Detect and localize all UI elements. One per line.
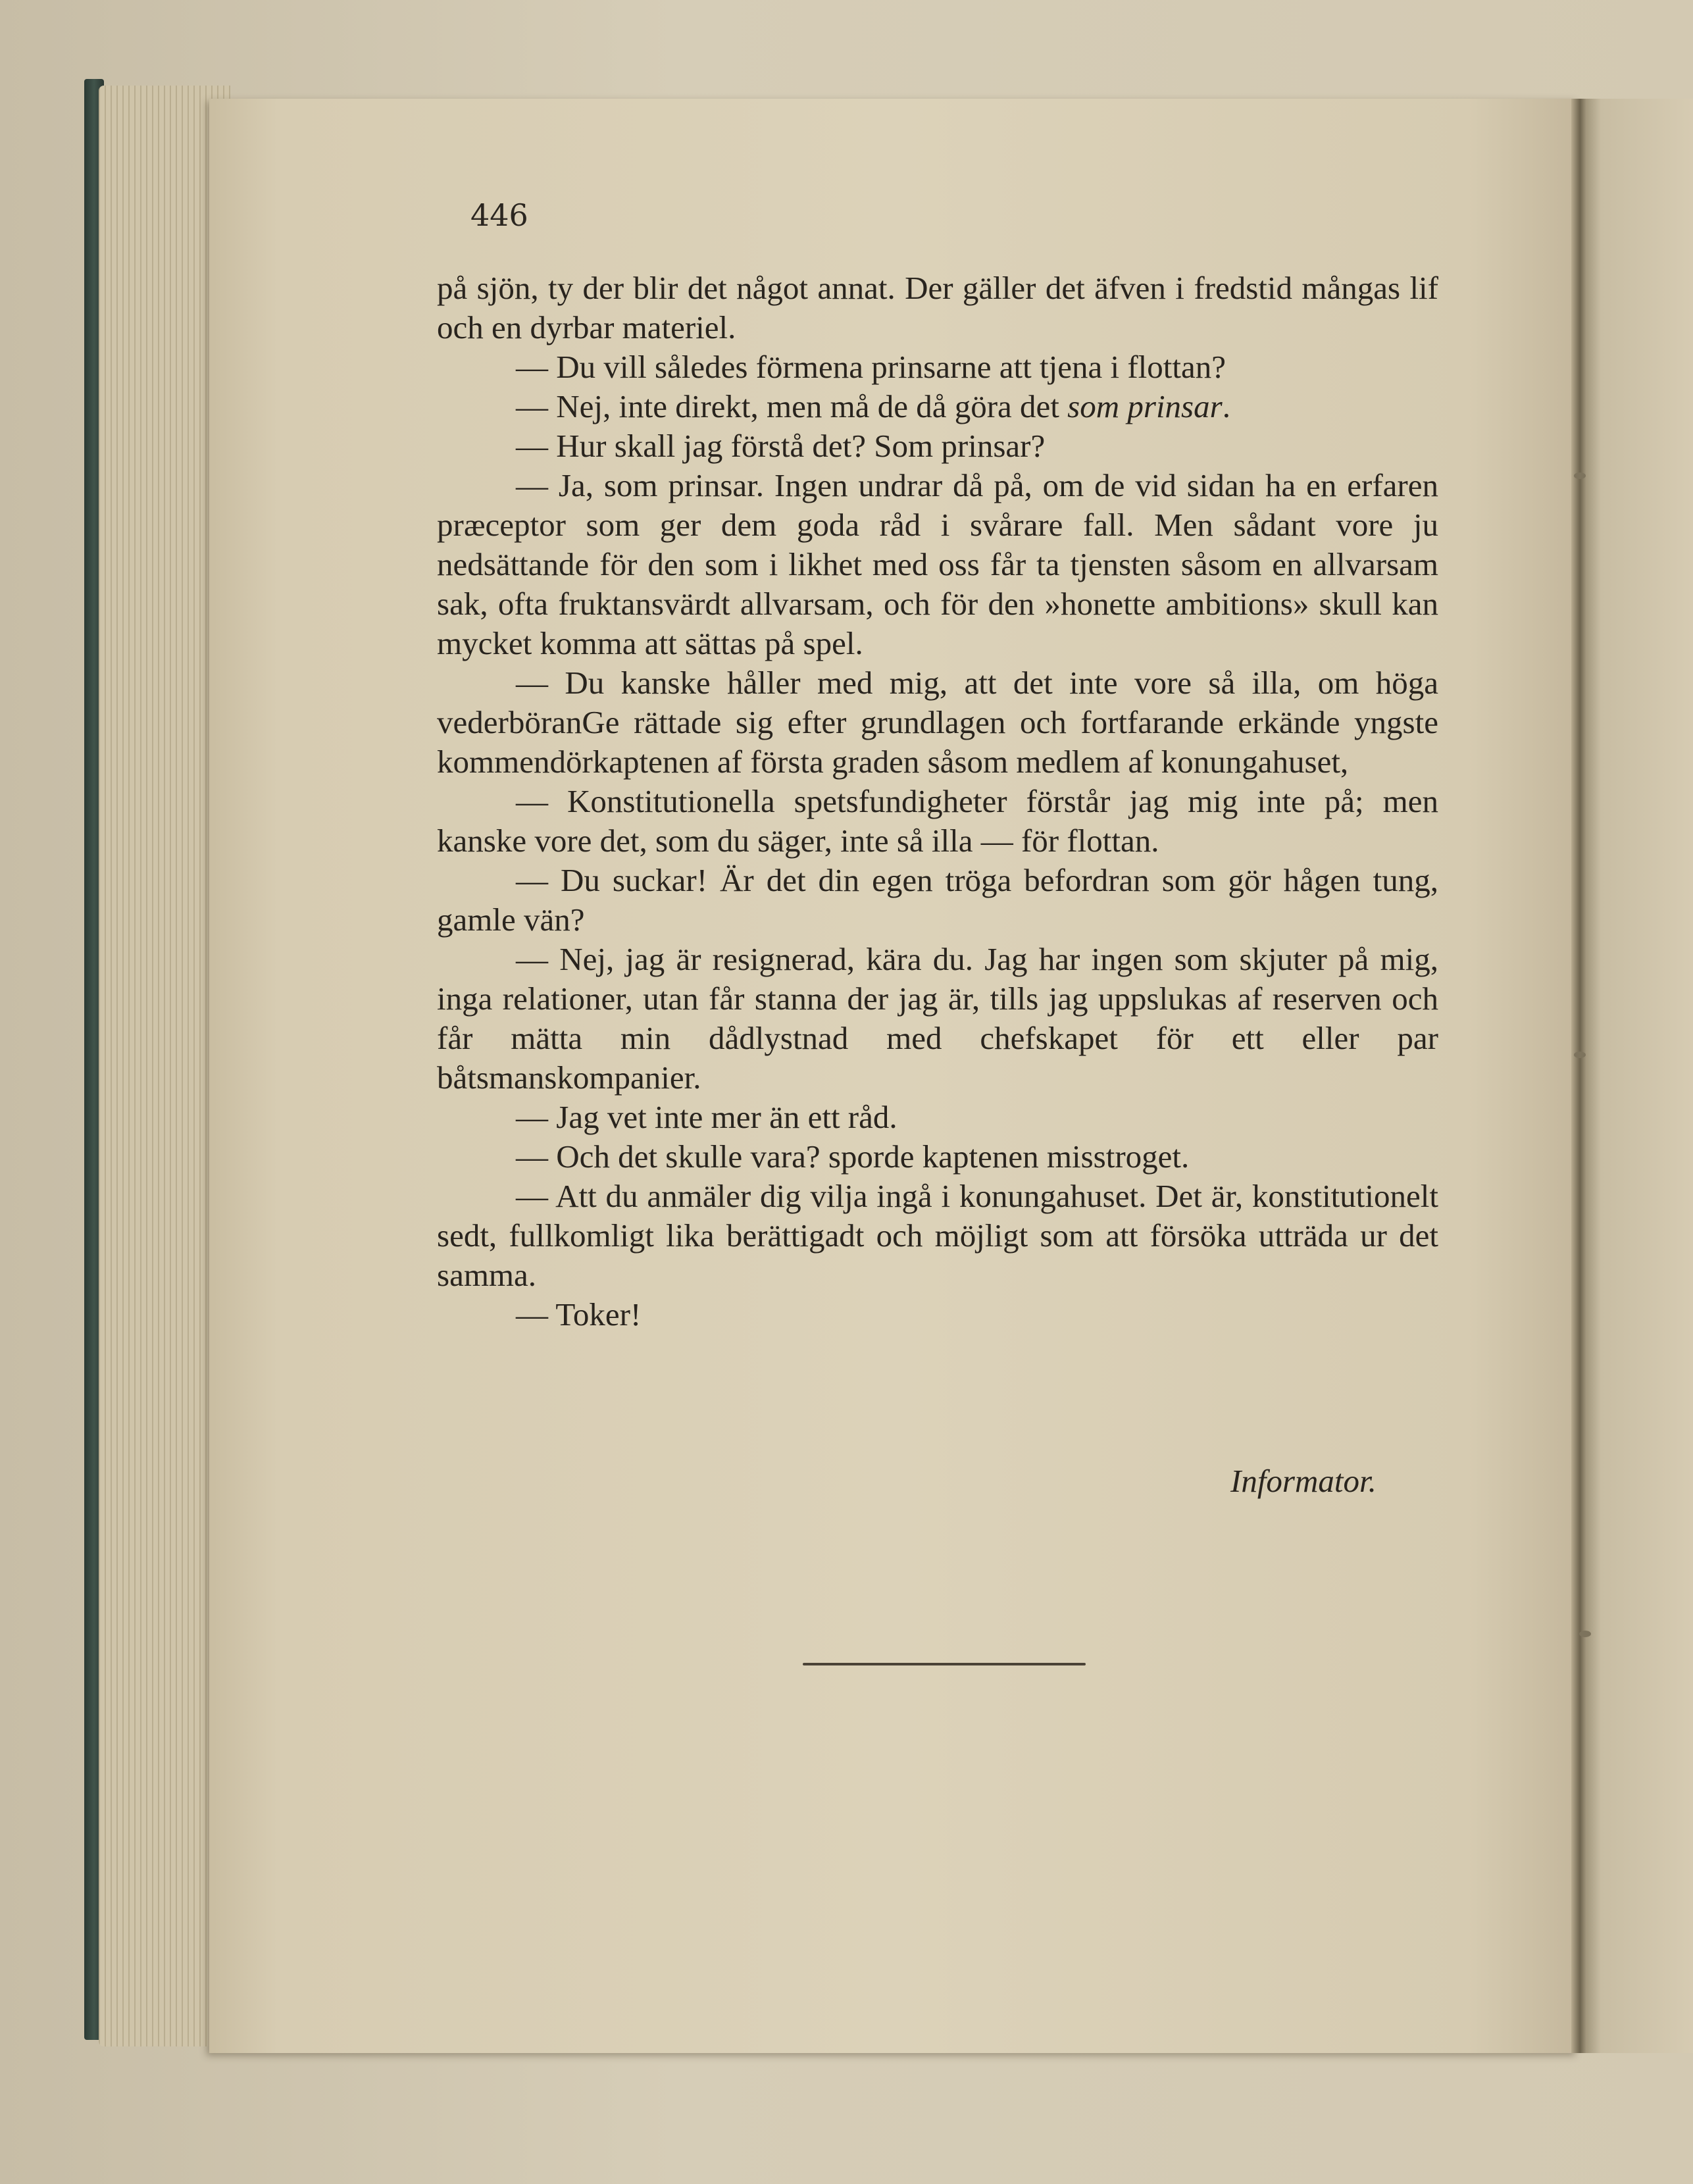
paragraph: — Konstitutionella spetsfundigheter förstår jag mig inte på; men kanske vore det, som du säger, inte så illa — för flottan. [437,783,1438,859]
page-number: 446 [470,197,528,233]
paragraph: — Och det skulle vara? sporde kaptenen misstroget. [516,1138,1190,1175]
book-gutter [1571,99,1586,2053]
binding-thread-mark [1574,472,1586,479]
paragraph: — Du vill således förmena prinsarne att tjena i flottan? [516,349,1226,385]
paragraph: — Du kanske håller med mig, att det inte vore så illa, om höga vederböranGe rättade sig efter grundlagen och fortfarande erkände yngste kommendörkaptenen af första graden såsom medlem af konungahuset, [437,665,1438,780]
adjacent-page [1578,99,1693,2053]
binding-thread-mark [1574,1052,1586,1058]
author-signature: Informator. [1230,1463,1377,1499]
body-text [437,268,1438,1334]
paragraph: — Nej, jag är resignerad, kära du. Jag har ingen som skjuter på mig, inga relationer, utan får stanna der jag är, tills jag uppslukas af reserven och får mätta min dådlystnad med chefskapet för ett eller par båtsmanskompanier. [437,941,1438,1096]
paragraph: — Hur skall jag förstå det? Som prinsar? [516,428,1046,464]
paragraph: — Nej, inte direkt, men må de då göra det som prinsar. [516,388,1230,424]
paragraph: på sjön, ty der blir det något annat. Der gäller det äfven i fredstid mångas lif och en dyrbar materiel. [437,270,1438,345]
paragraph: — Du suckar! Är det din egen tröga befordran som gör hågen tung, gamle vän? [437,862,1438,938]
section-end-rule [803,1663,1086,1665]
paragraph: — Att du anmäler dig vilja ingå i konungahuset. Det är, konstitutionelt sedt, fullkomligt lika berättigadt och möjligt som att försöka utträda ur det samma. [437,1178,1438,1293]
paragraph: — Toker! [516,1296,642,1333]
binding-thread-mark [1579,1631,1591,1637]
paragraph: — Jag vet inte mer än ett råd. [516,1099,897,1135]
emphasis-text: som prinsar [1067,388,1223,424]
paragraph: — Ja, som prinsar. Ingen undrar då på, om de vid sidan ha en erfaren præceptor som ger dem goda råd i svårare fall. Men sådant vore ju nedsättande för den som i likhet med oss får ta tjensten såsom en allvarsam sak, ofta fruktansvärdt allvarsam, och för den »honette ambitions» skull kan mycket komma att sättas på spel. [437,467,1438,661]
